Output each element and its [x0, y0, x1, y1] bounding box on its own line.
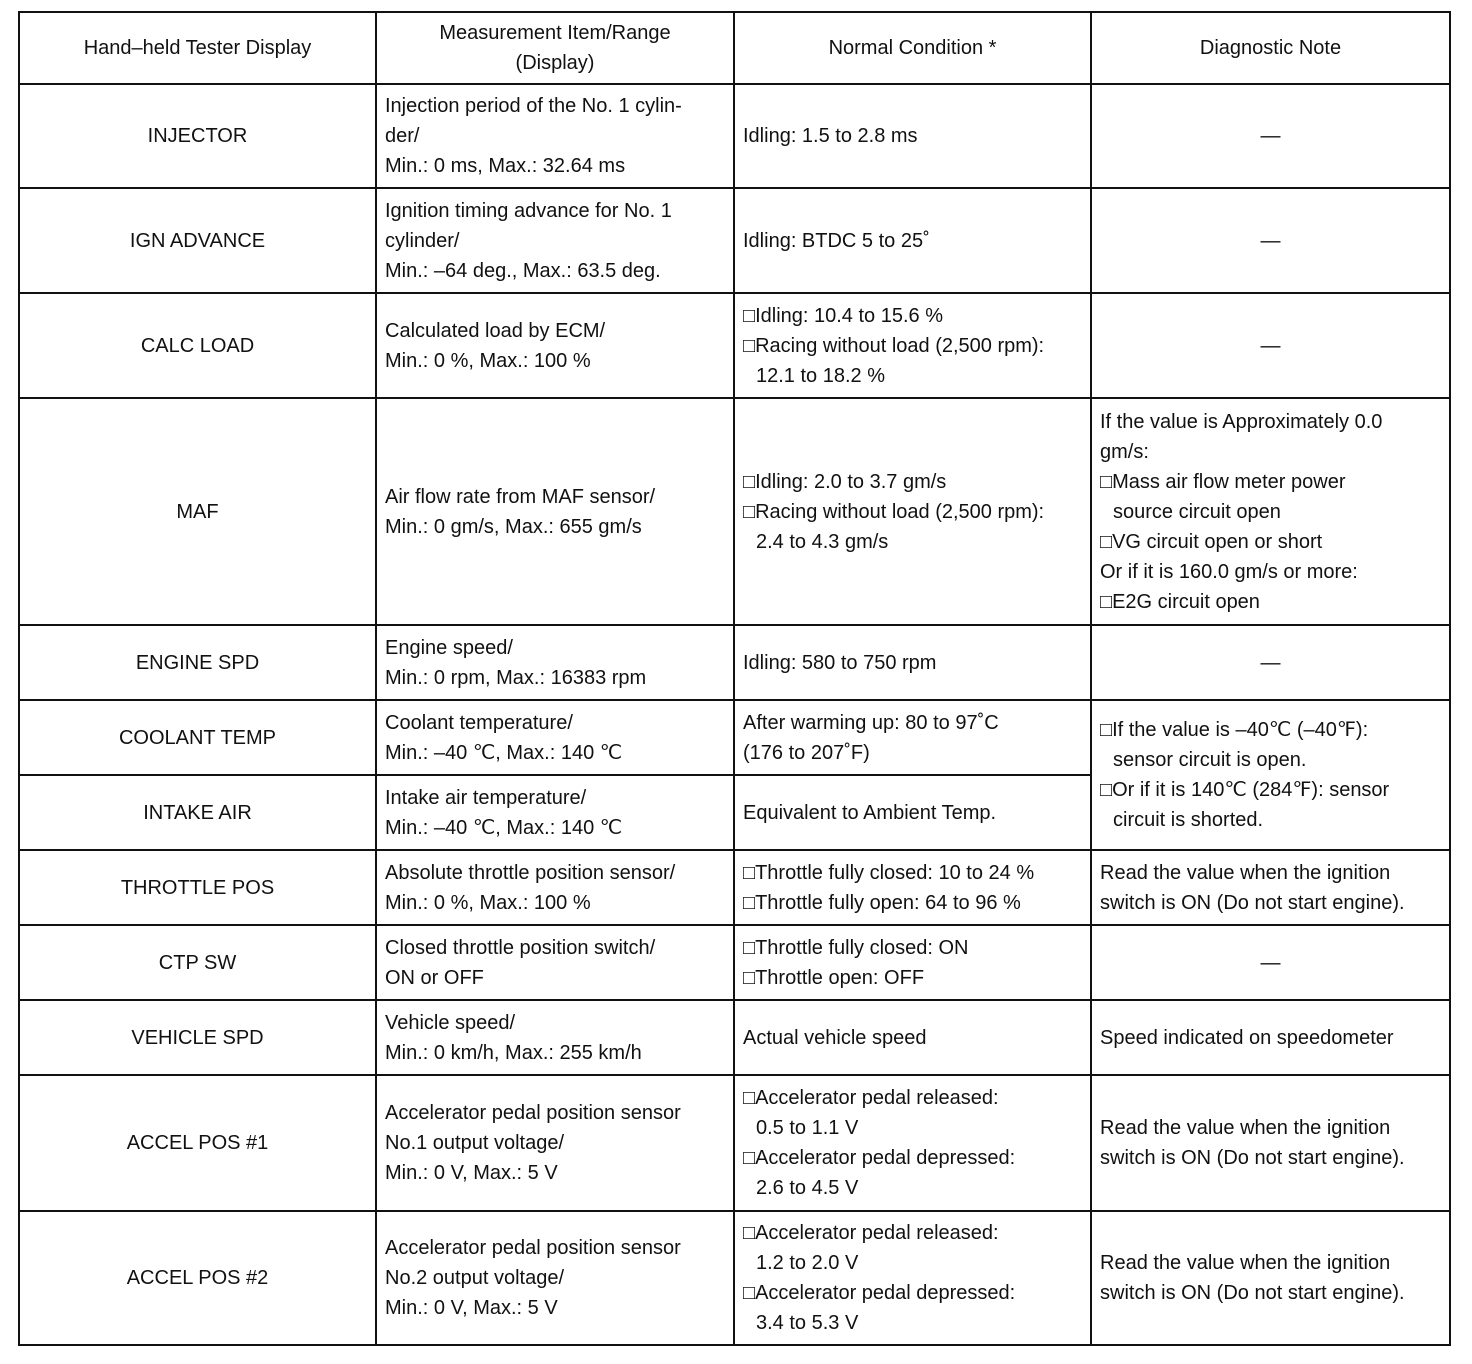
tester-display-cell: INTAKE AIR	[19, 775, 376, 850]
measurement-cell: Engine speed/ Min.: 0 rpm, Max.: 16383 rpm	[376, 625, 734, 700]
measurement-cell: Coolant temperature/ Min.: –40 ℃, Max.: 140 ℃	[376, 700, 734, 775]
measurement-cell: Ignition timing advance for No. 1 cylinder/ Min.: –64 deg., Max.: 63.5 deg.	[376, 188, 734, 293]
diagnostic-note-cell: Speed indicated on speedometer	[1091, 1000, 1450, 1075]
tester-display-cell: IGN ADVANCE	[19, 188, 376, 293]
normal-condition-cell: □Accelerator pedal released: 0.5 to 1.1 V □Accelerator pedal depressed: 2.6 to 4.5 V	[734, 1075, 1091, 1211]
data-list-table	[18, 11, 1451, 1346]
normal-condition-cell: □Accelerator pedal released: 1.2 to 2.0 V □Accelerator pedal depressed: 3.4 to 5.3 V	[734, 1211, 1091, 1345]
normal-condition-cell: Idling: 1.5 to 2.8 ms	[734, 84, 1091, 188]
tester-display-cell: CALC LOAD	[19, 293, 376, 398]
header-measurement-item: Measurement Item/Range (Display)	[376, 12, 734, 84]
normal-condition-cell: □Throttle fully closed: ON □Throttle open: OFF	[734, 925, 1091, 1000]
table-row	[19, 1075, 1450, 1211]
table-row	[19, 1211, 1450, 1345]
diagnostic-note-cell: □If the value is –40℃ (–40℉): sensor circuit is open. □Or if it is 140℃ (284℉): sensor circuit is shorted.	[1091, 700, 1450, 850]
measurement-cell: Accelerator pedal position sensor No.2 output voltage/ Min.: 0 V, Max.: 5 V	[376, 1211, 734, 1345]
tester-display-cell: ACCEL POS #2	[19, 1211, 376, 1345]
table-row	[19, 850, 1450, 925]
table-row	[19, 398, 1450, 625]
diagnostic-note-cell: —	[1091, 625, 1450, 700]
tester-display-cell: COOLANT TEMP	[19, 700, 376, 775]
diagnostic-note-cell: If the value is Approximately 0.0 gm/s: □Mass air flow meter power source circuit open □VG circuit open or short Or if it is 160.0 gm/s or more: □E2G circuit open	[1091, 398, 1450, 625]
tester-display-cell: ENGINE SPD	[19, 625, 376, 700]
normal-condition-cell: Actual vehicle speed	[734, 1000, 1091, 1075]
table-row	[19, 625, 1450, 700]
measurement-cell: Intake air temperature/ Min.: –40 ℃, Max.: 140 ℃	[376, 775, 734, 850]
measurement-cell: Absolute throttle position sensor/ Min.: 0 %, Max.: 100 %	[376, 850, 734, 925]
header-normal-condition: Normal Condition *	[734, 12, 1091, 84]
diagnostic-note-cell: Read the value when the ignition switch is ON (Do not start engine).	[1091, 850, 1450, 925]
diagnostic-note-cell: —	[1091, 84, 1450, 188]
diagnostic-note-cell: Read the value when the ignition switch is ON (Do not start engine).	[1091, 1211, 1450, 1345]
measurement-cell: Air flow rate from MAF sensor/ Min.: 0 gm/s, Max.: 655 gm/s	[376, 398, 734, 625]
normal-condition-cell: □Throttle fully closed: 10 to 24 % □Throttle fully open: 64 to 96 %	[734, 850, 1091, 925]
table-row	[19, 1000, 1450, 1075]
normal-condition-cell: □Idling: 10.4 to 15.6 % □Racing without load (2,500 rpm): 12.1 to 18.2 %	[734, 293, 1091, 398]
normal-condition-cell: Equivalent to Ambient Temp.	[734, 775, 1091, 850]
diagnostic-note-cell: —	[1091, 293, 1450, 398]
measurement-cell: Accelerator pedal position sensor No.1 output voltage/ Min.: 0 V, Max.: 5 V	[376, 1075, 734, 1211]
measurement-cell: Closed throttle position switch/ ON or OFF	[376, 925, 734, 1000]
table-row	[19, 84, 1450, 188]
header-diagnostic-note: Diagnostic Note	[1091, 12, 1450, 84]
normal-condition-cell: Idling: BTDC 5 to 25˚	[734, 188, 1091, 293]
diagnostic-note-cell: Read the value when the ignition switch is ON (Do not start engine).	[1091, 1075, 1450, 1211]
measurement-cell: Calculated load by ECM/ Min.: 0 %, Max.: 100 %	[376, 293, 734, 398]
normal-condition-cell: □Idling: 2.0 to 3.7 gm/s □Racing without load (2,500 rpm): 2.4 to 4.3 gm/s	[734, 398, 1091, 625]
table-row	[19, 925, 1450, 1000]
tester-display-cell: INJECTOR	[19, 84, 376, 188]
tester-display-cell: MAF	[19, 398, 376, 625]
normal-condition-cell: Idling: 580 to 750 rpm	[734, 625, 1091, 700]
tester-display-cell: ACCEL POS #1	[19, 1075, 376, 1211]
tester-display-cell: CTP SW	[19, 925, 376, 1000]
header-row	[19, 12, 1450, 84]
tester-display-cell: THROTTLE POS	[19, 850, 376, 925]
table-row	[19, 293, 1450, 398]
table-row	[19, 188, 1450, 293]
header-tester-display: Hand–held Tester Display	[19, 12, 376, 84]
tester-display-cell: VEHICLE SPD	[19, 1000, 376, 1075]
diagnostic-note-cell: —	[1091, 925, 1450, 1000]
measurement-cell: Injection period of the No. 1 cylin- der/ Min.: 0 ms, Max.: 32.64 ms	[376, 84, 734, 188]
measurement-cell: Vehicle speed/ Min.: 0 km/h, Max.: 255 km/h	[376, 1000, 734, 1075]
table-row	[19, 700, 1450, 775]
normal-condition-cell: After warming up: 80 to 97˚C (176 to 207˚F)	[734, 700, 1091, 775]
diagnostic-note-cell: —	[1091, 188, 1450, 293]
